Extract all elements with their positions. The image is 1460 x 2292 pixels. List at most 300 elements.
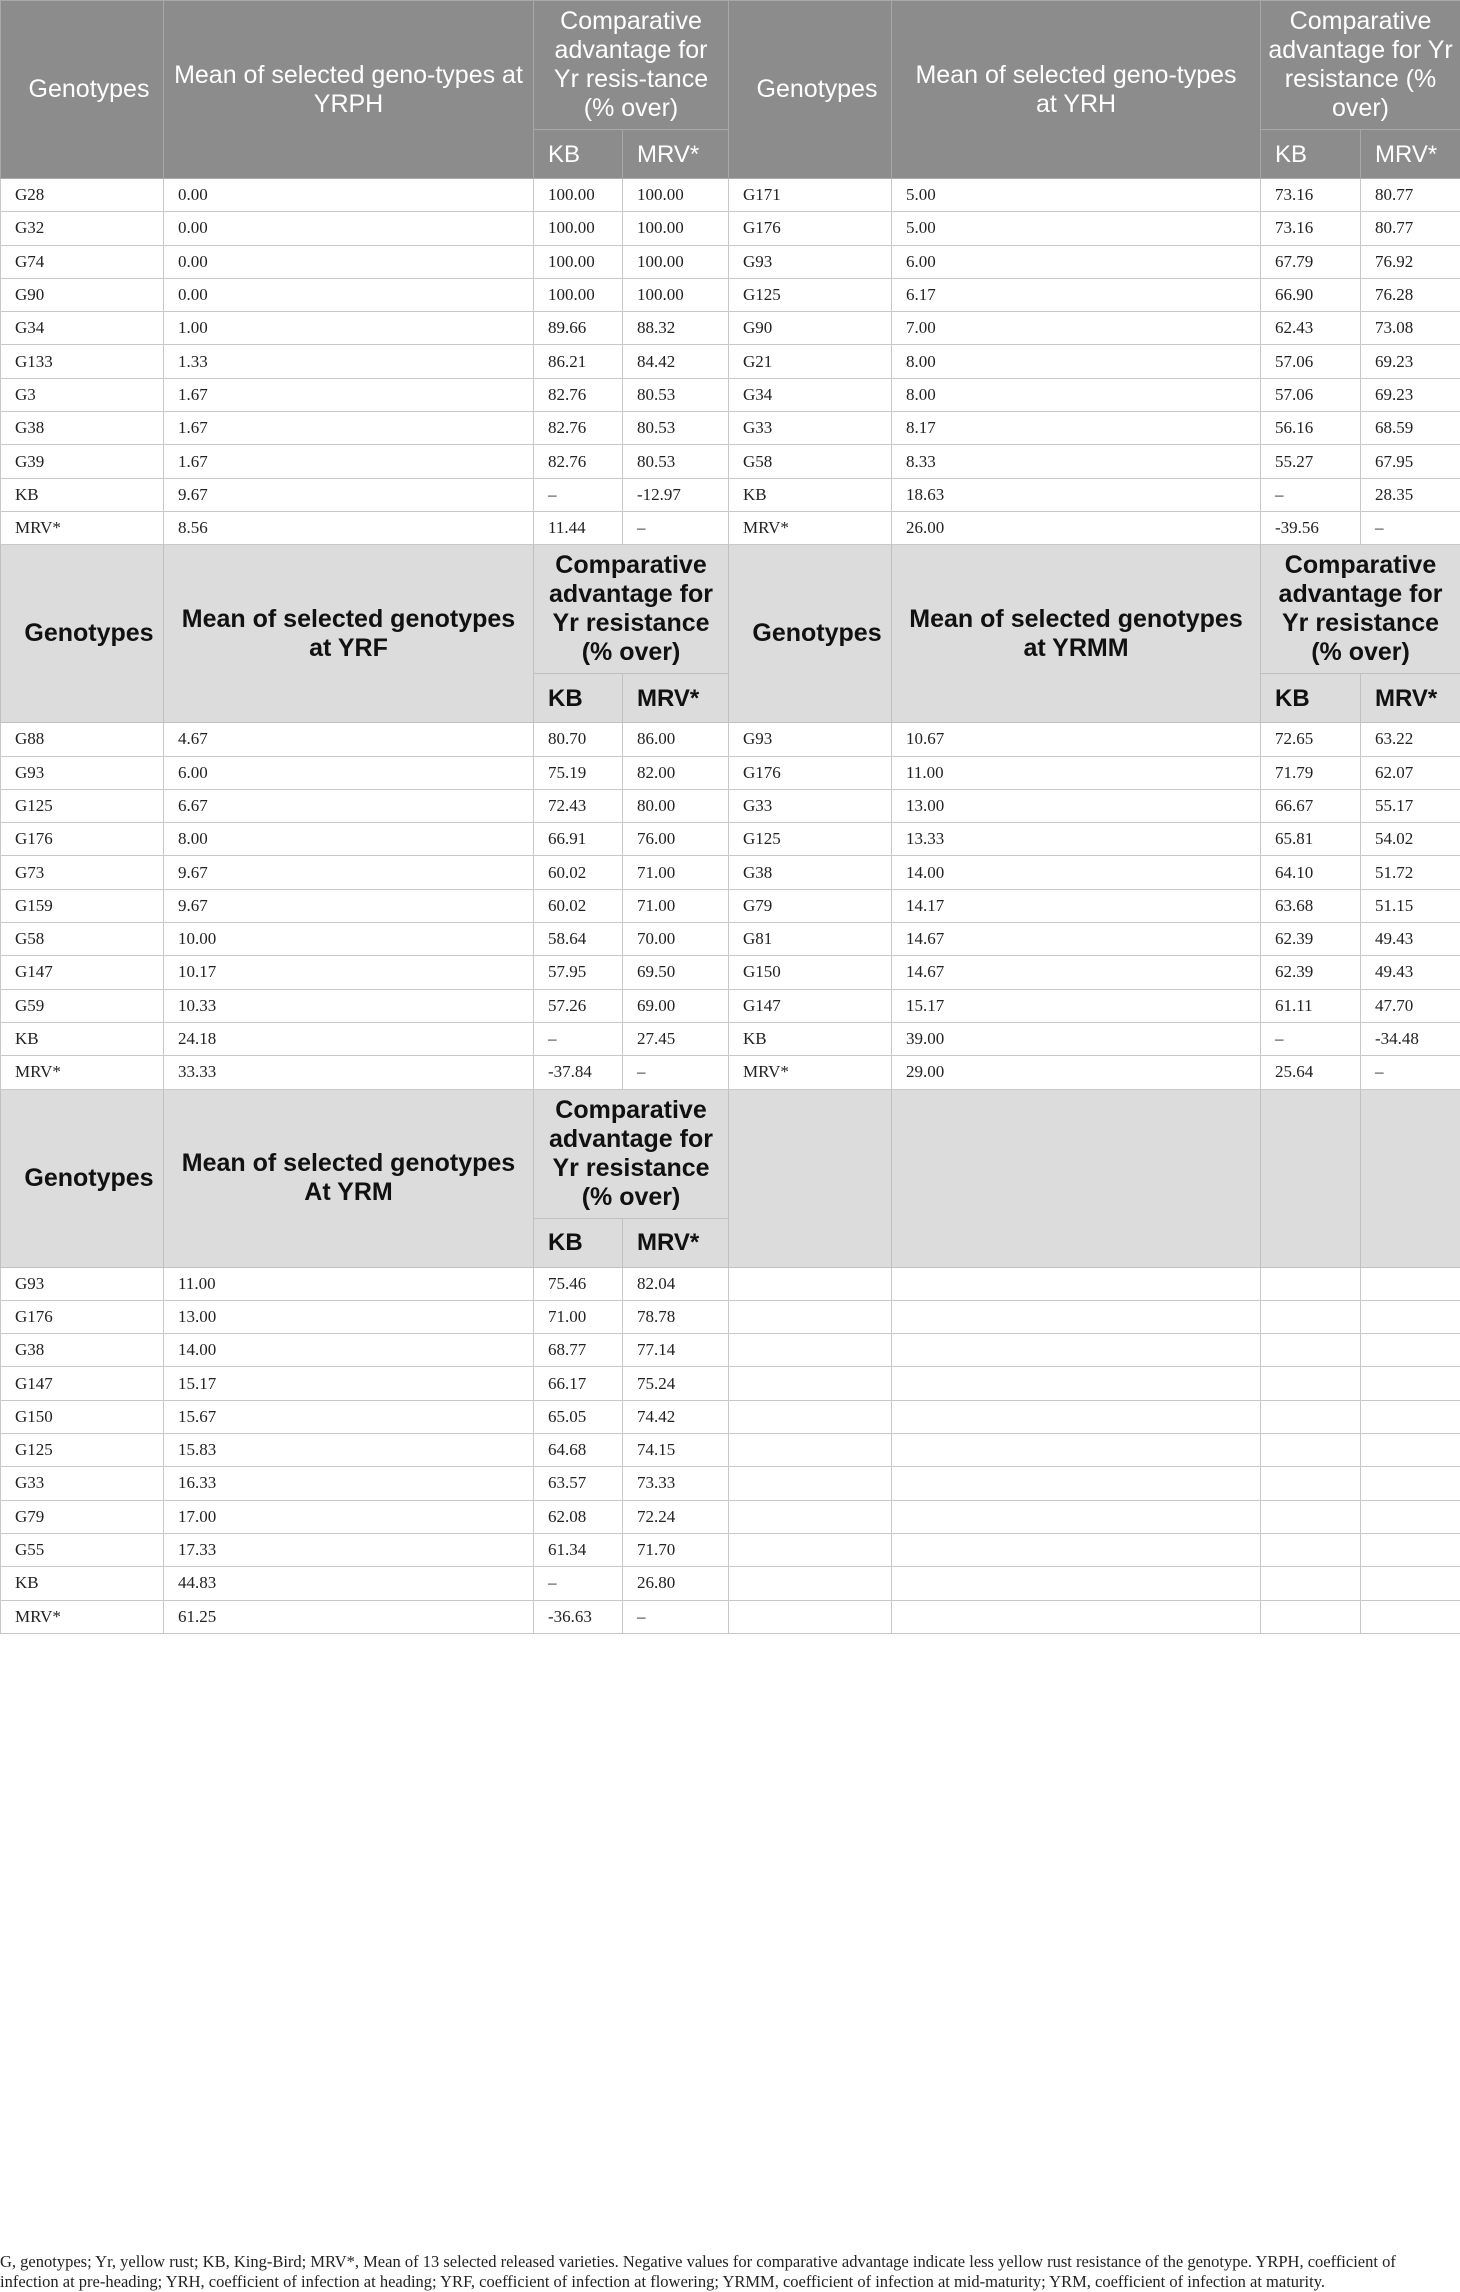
mean-cell: 8.33	[892, 445, 1261, 478]
table-row	[1, 1400, 1460, 1433]
empty-cell	[892, 1334, 1261, 1367]
mrv-advantage-cell: 74.42	[623, 1400, 729, 1433]
table-row	[1, 445, 1460, 478]
genotype-cell: G147	[1, 1367, 164, 1400]
mean-cell: 26.00	[892, 511, 1261, 544]
table-row	[1, 1600, 1460, 1633]
mean-cell: 15.17	[164, 1367, 534, 1400]
kb-advantage-cell: 68.77	[534, 1334, 623, 1367]
table-row	[1, 823, 1460, 856]
table-row	[1, 412, 1460, 445]
kb-advantage-cell: 67.79	[1261, 245, 1361, 278]
mrv-advantage-cell: 77.14	[623, 1334, 729, 1367]
kb-advantage-cell: 82.76	[534, 445, 623, 478]
mrv-advantage-cell: 82.00	[623, 756, 729, 789]
kb-advantage-cell: 57.06	[1261, 378, 1361, 411]
mrv-advantage-cell: 47.70	[1361, 989, 1460, 1022]
genotype-cell: G28	[1, 179, 164, 212]
table-row	[1, 511, 1460, 544]
mean-cell: 17.33	[164, 1533, 534, 1566]
kb-advantage-cell: 57.26	[534, 989, 623, 1022]
table-row	[1, 245, 1460, 278]
genotypes-header: Genotypes	[729, 545, 892, 723]
mean-cell: 10.67	[892, 723, 1261, 756]
empty-cell	[1361, 1434, 1460, 1467]
mrv-advantage-cell: 67.95	[1361, 445, 1460, 478]
kb-advantage-cell: 64.10	[1261, 856, 1361, 889]
mean-cell: 14.67	[892, 956, 1261, 989]
mean-cell: 5.00	[892, 179, 1261, 212]
mrv-header: MRV*	[623, 674, 729, 723]
genotype-cell: G176	[729, 212, 892, 245]
genotype-cell: KB	[729, 1022, 892, 1055]
mrv-advantage-cell: 86.00	[623, 723, 729, 756]
empty-cell	[729, 1533, 892, 1566]
mean-cell: 5.00	[892, 212, 1261, 245]
section-3-body	[1, 1267, 1460, 1633]
mean-cell: 8.00	[892, 378, 1261, 411]
mrv-advantage-cell: 68.59	[1361, 412, 1460, 445]
kb-advantage-cell: -37.84	[534, 1056, 623, 1089]
kb-advantage-cell: –	[534, 478, 623, 511]
genotype-cell: MRV*	[1, 511, 164, 544]
empty-cell	[1261, 1300, 1361, 1333]
empty-cell	[1361, 1600, 1460, 1633]
table-row	[1, 1533, 1460, 1566]
genotype-cell: G125	[1, 1434, 164, 1467]
mean-cell: 0.00	[164, 278, 534, 311]
genotype-cell: G93	[729, 723, 892, 756]
mean-cell: 1.67	[164, 412, 534, 445]
mrv-advantage-cell: 71.70	[623, 1533, 729, 1566]
mrv-advantage-cell: 73.08	[1361, 312, 1460, 345]
kb-advantage-cell: 61.11	[1261, 989, 1361, 1022]
mean-cell: 14.67	[892, 923, 1261, 956]
mean-header: Mean of selected geno-types at YRH	[892, 1, 1261, 179]
empty-cell	[1361, 1567, 1460, 1600]
mean-header: Mean of selected geno-types at YRPH	[164, 1, 534, 179]
genotype-cell: G21	[729, 345, 892, 378]
mean-cell: 7.00	[892, 312, 1261, 345]
mean-cell: 9.67	[164, 856, 534, 889]
kb-advantage-cell: 66.90	[1261, 278, 1361, 311]
kb-advantage-cell: 100.00	[534, 278, 623, 311]
table-row	[1, 956, 1460, 989]
table-row	[1, 1267, 1460, 1300]
mean-cell: 15.67	[164, 1400, 534, 1433]
section-1-body	[1, 179, 1460, 545]
mean-cell: 14.17	[892, 889, 1261, 922]
kb-header: KB	[534, 1218, 623, 1267]
kb-advantage-cell: 66.91	[534, 823, 623, 856]
table-row	[1, 478, 1460, 511]
mrv-advantage-cell: 51.15	[1361, 889, 1460, 922]
table-row	[1, 1056, 1460, 1089]
genotype-cell: G125	[729, 823, 892, 856]
mean-cell: 0.00	[164, 212, 534, 245]
genotype-cell: KB	[1, 1022, 164, 1055]
genotype-cell: MRV*	[1, 1056, 164, 1089]
genotype-cell: G147	[1, 956, 164, 989]
table-row	[1, 1434, 1460, 1467]
empty-cell	[1261, 1367, 1361, 1400]
table-row	[1, 345, 1460, 378]
kb-advantage-cell: 65.05	[534, 1400, 623, 1433]
empty-cell	[892, 1533, 1261, 1566]
mean-cell: 14.00	[164, 1334, 534, 1367]
mrv-advantage-cell: 49.43	[1361, 956, 1460, 989]
kb-advantage-cell: 61.34	[534, 1533, 623, 1566]
mrv-advantage-cell: 84.42	[623, 345, 729, 378]
empty-cell	[1361, 1533, 1460, 1566]
genotype-cell: G171	[729, 179, 892, 212]
table-row	[1, 856, 1460, 889]
empty-cell	[1261, 1567, 1361, 1600]
kb-advantage-cell: 72.43	[534, 789, 623, 822]
empty-cell	[892, 1600, 1261, 1633]
empty-cell	[729, 1334, 892, 1367]
mrv-advantage-cell: 27.45	[623, 1022, 729, 1055]
mean-cell: 10.33	[164, 989, 534, 1022]
kb-advantage-cell: –	[1261, 1022, 1361, 1055]
mrv-advantage-cell: –	[623, 1600, 729, 1633]
mean-cell: 8.56	[164, 511, 534, 544]
genotype-cell: G93	[1, 756, 164, 789]
mrv-advantage-cell: 69.50	[623, 956, 729, 989]
mean-cell: 14.00	[892, 856, 1261, 889]
table-row	[1, 1334, 1460, 1367]
mean-cell: 15.17	[892, 989, 1261, 1022]
mrv-advantage-cell: –	[1361, 511, 1460, 544]
mean-cell: 16.33	[164, 1467, 534, 1500]
section-1-header	[1, 1, 1460, 179]
kb-advantage-cell: 71.79	[1261, 756, 1361, 789]
table-row	[1, 378, 1460, 411]
genotype-cell: MRV*	[1, 1600, 164, 1633]
kb-advantage-cell: 58.64	[534, 923, 623, 956]
empty-cell	[892, 1267, 1261, 1300]
mrv-advantage-cell: 72.24	[623, 1500, 729, 1533]
empty-cell	[892, 1434, 1261, 1467]
kb-advantage-cell: 60.02	[534, 889, 623, 922]
genotype-cell: G90	[729, 312, 892, 345]
mean-cell: 4.67	[164, 723, 534, 756]
genotype-cell: G125	[729, 278, 892, 311]
empty-cell	[729, 1400, 892, 1433]
genotype-cell: G55	[1, 1533, 164, 1566]
empty-cell	[729, 1467, 892, 1500]
mrv-advantage-cell: 71.00	[623, 856, 729, 889]
mean-cell: 44.83	[164, 1567, 534, 1600]
kb-advantage-cell: 62.39	[1261, 956, 1361, 989]
kb-advantage-cell: 100.00	[534, 245, 623, 278]
kb-advantage-cell: 82.76	[534, 412, 623, 445]
empty-cell	[1361, 1400, 1460, 1433]
table-row	[1, 1467, 1460, 1500]
kb-advantage-cell: 62.08	[534, 1500, 623, 1533]
mrv-advantage-cell: 51.72	[1361, 856, 1460, 889]
mrv-advantage-cell: 80.53	[623, 378, 729, 411]
mean-cell: 8.00	[164, 823, 534, 856]
kb-advantage-cell: 25.64	[1261, 1056, 1361, 1089]
kb-advantage-cell: 75.19	[534, 756, 623, 789]
genotype-cell: G176	[1, 823, 164, 856]
kb-advantage-cell: 63.57	[534, 1467, 623, 1500]
table-row	[1, 989, 1460, 1022]
empty-cell	[729, 1434, 892, 1467]
mrv-advantage-cell: 76.92	[1361, 245, 1460, 278]
mean-header: Mean of selected genotypes at YRF	[164, 545, 534, 723]
genotype-cell: G159	[1, 889, 164, 922]
genotype-cell: G176	[1, 1300, 164, 1333]
mean-header: Mean of selected genotypes At YRM	[164, 1089, 534, 1267]
kb-advantage-cell: 64.68	[534, 1434, 623, 1467]
empty-cell	[892, 1367, 1261, 1400]
empty-cell	[1261, 1500, 1361, 1533]
genotype-cell: G33	[1, 1467, 164, 1500]
mean-cell: 13.33	[892, 823, 1261, 856]
kb-advantage-cell: 57.06	[1261, 345, 1361, 378]
genotype-cell: MRV*	[729, 1056, 892, 1089]
mrv-advantage-cell: 71.00	[623, 889, 729, 922]
table-row	[1, 179, 1460, 212]
empty-cell	[892, 1467, 1261, 1500]
empty-cell	[1361, 1467, 1460, 1500]
kb-advantage-cell: 100.00	[534, 212, 623, 245]
section-3-header	[1, 1089, 1460, 1267]
genotypes-header: Genotypes	[1, 545, 164, 723]
mrv-header: MRV*	[623, 1218, 729, 1267]
empty-cell	[1361, 1500, 1460, 1533]
mrv-advantage-cell: 80.77	[1361, 212, 1460, 245]
comparative-advantage-header: Comparative advantage for Yr resis-tance (% over)	[534, 1, 729, 130]
empty-cell	[729, 1267, 892, 1300]
mean-cell: 10.00	[164, 923, 534, 956]
comparative-advantage-header: Comparative advantage for Yr resistance (% over)	[534, 1089, 729, 1218]
kb-advantage-cell: –	[1261, 478, 1361, 511]
kb-advantage-cell: 82.76	[534, 378, 623, 411]
comparative-advantage-header: Comparative advantage for Yr resistance (% over)	[534, 545, 729, 674]
mrv-advantage-cell: 63.22	[1361, 723, 1460, 756]
mrv-advantage-cell: 100.00	[623, 212, 729, 245]
genotype-cell: G150	[1, 1400, 164, 1433]
kb-advantage-cell: 86.21	[534, 345, 623, 378]
mean-cell: 11.00	[164, 1267, 534, 1300]
empty-cell	[1261, 1600, 1361, 1633]
genotype-cell: G133	[1, 345, 164, 378]
genotype-cell: G34	[1, 312, 164, 345]
empty-cell	[1261, 1267, 1361, 1300]
kb-advantage-cell: -36.63	[534, 1600, 623, 1633]
genotype-cell: G38	[1, 1334, 164, 1367]
mrv-advantage-cell: 80.77	[1361, 179, 1460, 212]
mean-cell: 1.67	[164, 378, 534, 411]
kb-advantage-cell: 75.46	[534, 1267, 623, 1300]
kb-header: KB	[534, 674, 623, 723]
kb-advantage-cell: -39.56	[1261, 511, 1361, 544]
mean-cell: 29.00	[892, 1056, 1261, 1089]
table-row	[1, 1300, 1460, 1333]
empty-cell	[1261, 1434, 1361, 1467]
genotype-cell: G88	[1, 723, 164, 756]
empty-cell	[729, 1600, 892, 1633]
kb-advantage-cell: 66.67	[1261, 789, 1361, 822]
comparative-advantage-header: Comparative advantage for Yr resistance (% over)	[1261, 545, 1460, 674]
empty-cell	[729, 1567, 892, 1600]
mean-cell: 1.00	[164, 312, 534, 345]
kb-header: KB	[1261, 674, 1361, 723]
kb-advantage-cell: 73.16	[1261, 212, 1361, 245]
kb-advantage-cell: 62.43	[1261, 312, 1361, 345]
genotype-cell: G33	[729, 412, 892, 445]
empty-header-cell	[892, 1089, 1261, 1267]
kb-advantage-cell: 57.95	[534, 956, 623, 989]
mrv-header: MRV*	[1361, 674, 1460, 723]
genotype-cell: G33	[729, 789, 892, 822]
mean-cell: 18.63	[892, 478, 1261, 511]
empty-cell	[1361, 1367, 1460, 1400]
genotype-cell: G79	[729, 889, 892, 922]
mean-cell: 9.67	[164, 889, 534, 922]
empty-header-cell	[1361, 1089, 1460, 1267]
mean-cell: 13.00	[164, 1300, 534, 1333]
mean-cell: 24.18	[164, 1022, 534, 1055]
empty-cell	[1261, 1467, 1361, 1500]
section-2-body	[1, 723, 1460, 1089]
mean-cell: 8.17	[892, 412, 1261, 445]
mean-cell: 11.00	[892, 756, 1261, 789]
mrv-advantage-cell: 76.28	[1361, 278, 1460, 311]
mrv-advantage-cell: 49.43	[1361, 923, 1460, 956]
mrv-advantage-cell: 28.35	[1361, 478, 1460, 511]
empty-cell	[892, 1500, 1261, 1533]
mrv-advantage-cell: –	[623, 511, 729, 544]
table-row	[1, 889, 1460, 922]
mrv-advantage-cell: 69.23	[1361, 345, 1460, 378]
genotypes-header: Genotypes	[729, 1, 892, 179]
table-row	[1, 1367, 1460, 1400]
kb-advantage-cell: 66.17	[534, 1367, 623, 1400]
table-row	[1, 1500, 1460, 1533]
table-row	[1, 723, 1460, 756]
empty-cell	[729, 1500, 892, 1533]
table-footnote: G, genotypes; Yr, yellow rust; KB, King-Bird; MRV*, Mean of 13 selected released varieties. Negative values for comparative advantage indicate less yellow rust resistance of the genotype. YRPH, coefficient of infection at pre-heading; YRH, coefficient of infection at heading; YRF, coefficient of infection at flowering; YRMM, coefficient of infection at mid-maturity; YRM, coefficient of infection at maturity.	[0, 2252, 1452, 2292]
mrv-advantage-cell: -34.48	[1361, 1022, 1460, 1055]
kb-advantage-cell: 60.02	[534, 856, 623, 889]
kb-advantage-cell: 89.66	[534, 312, 623, 345]
kb-advantage-cell: 73.16	[1261, 179, 1361, 212]
empty-cell	[1361, 1300, 1460, 1333]
mrv-advantage-cell: 88.32	[623, 312, 729, 345]
empty-cell	[892, 1400, 1261, 1433]
genotype-cell: KB	[1, 1567, 164, 1600]
genotype-cell: G3	[1, 378, 164, 411]
mrv-header: MRV*	[1361, 130, 1460, 179]
kb-advantage-cell: 100.00	[534, 179, 623, 212]
genotype-cell: G81	[729, 923, 892, 956]
genotype-cell: G73	[1, 856, 164, 889]
mrv-advantage-cell: –	[1361, 1056, 1460, 1089]
mrv-advantage-cell: 69.00	[623, 989, 729, 1022]
mean-cell: 33.33	[164, 1056, 534, 1089]
kb-advantage-cell: 72.65	[1261, 723, 1361, 756]
mrv-advantage-cell: 54.02	[1361, 823, 1460, 856]
genotype-cell: G147	[729, 989, 892, 1022]
kb-advantage-cell: 56.16	[1261, 412, 1361, 445]
mean-cell: 9.67	[164, 478, 534, 511]
kb-advantage-cell: 63.68	[1261, 889, 1361, 922]
mrv-advantage-cell: 55.17	[1361, 789, 1460, 822]
empty-header-cell	[1261, 1089, 1361, 1267]
genotype-cell: G90	[1, 278, 164, 311]
mrv-advantage-cell: 82.04	[623, 1267, 729, 1300]
kb-advantage-cell: –	[534, 1022, 623, 1055]
mean-cell: 39.00	[892, 1022, 1261, 1055]
mean-cell: 10.17	[164, 956, 534, 989]
genotype-cell: G176	[729, 756, 892, 789]
table-row	[1, 312, 1460, 345]
table-row	[1, 756, 1460, 789]
mean-cell: 6.17	[892, 278, 1261, 311]
mean-cell: 8.00	[892, 345, 1261, 378]
empty-cell	[729, 1300, 892, 1333]
mean-cell: 0.00	[164, 179, 534, 212]
empty-cell	[1261, 1400, 1361, 1433]
empty-cell	[892, 1567, 1261, 1600]
genotype-cell: G93	[1, 1267, 164, 1300]
mean-cell: 6.67	[164, 789, 534, 822]
mean-cell: 13.00	[892, 789, 1261, 822]
genotype-cell: G125	[1, 789, 164, 822]
genotype-cell: G38	[729, 856, 892, 889]
empty-cell	[892, 1300, 1261, 1333]
kb-header: KB	[534, 130, 623, 179]
mrv-advantage-cell: 62.07	[1361, 756, 1460, 789]
empty-cell	[1261, 1334, 1361, 1367]
genotype-cell: G79	[1, 1500, 164, 1533]
mrv-advantage-cell: 76.00	[623, 823, 729, 856]
table-row	[1, 1567, 1460, 1600]
kb-advantage-cell: 80.70	[534, 723, 623, 756]
mrv-advantage-cell: 70.00	[623, 923, 729, 956]
mrv-advantage-cell: 78.78	[623, 1300, 729, 1333]
genotypes-header: Genotypes	[1, 1089, 164, 1267]
table-row	[1, 1022, 1460, 1055]
mrv-advantage-cell: 73.33	[623, 1467, 729, 1500]
mean-cell: 15.83	[164, 1434, 534, 1467]
kb-advantage-cell: 11.44	[534, 511, 623, 544]
mrv-advantage-cell: –	[623, 1056, 729, 1089]
section-2-header	[1, 545, 1460, 723]
empty-cell	[1361, 1334, 1460, 1367]
mrv-advantage-cell: 100.00	[623, 179, 729, 212]
genotype-cell: G58	[729, 445, 892, 478]
genotype-cell: KB	[1, 478, 164, 511]
kb-header: KB	[1261, 130, 1361, 179]
genotype-cell: G150	[729, 956, 892, 989]
empty-cell	[1261, 1533, 1361, 1566]
mrv-advantage-cell: 69.23	[1361, 378, 1460, 411]
genotype-cell: KB	[729, 478, 892, 511]
kb-advantage-cell: 71.00	[534, 1300, 623, 1333]
mean-cell: 0.00	[164, 245, 534, 278]
mean-cell: 61.25	[164, 1600, 534, 1633]
genotype-cell: G74	[1, 245, 164, 278]
kb-advantage-cell: 62.39	[1261, 923, 1361, 956]
mrv-advantage-cell: -12.97	[623, 478, 729, 511]
table-row	[1, 789, 1460, 822]
genotype-cell: MRV*	[729, 511, 892, 544]
